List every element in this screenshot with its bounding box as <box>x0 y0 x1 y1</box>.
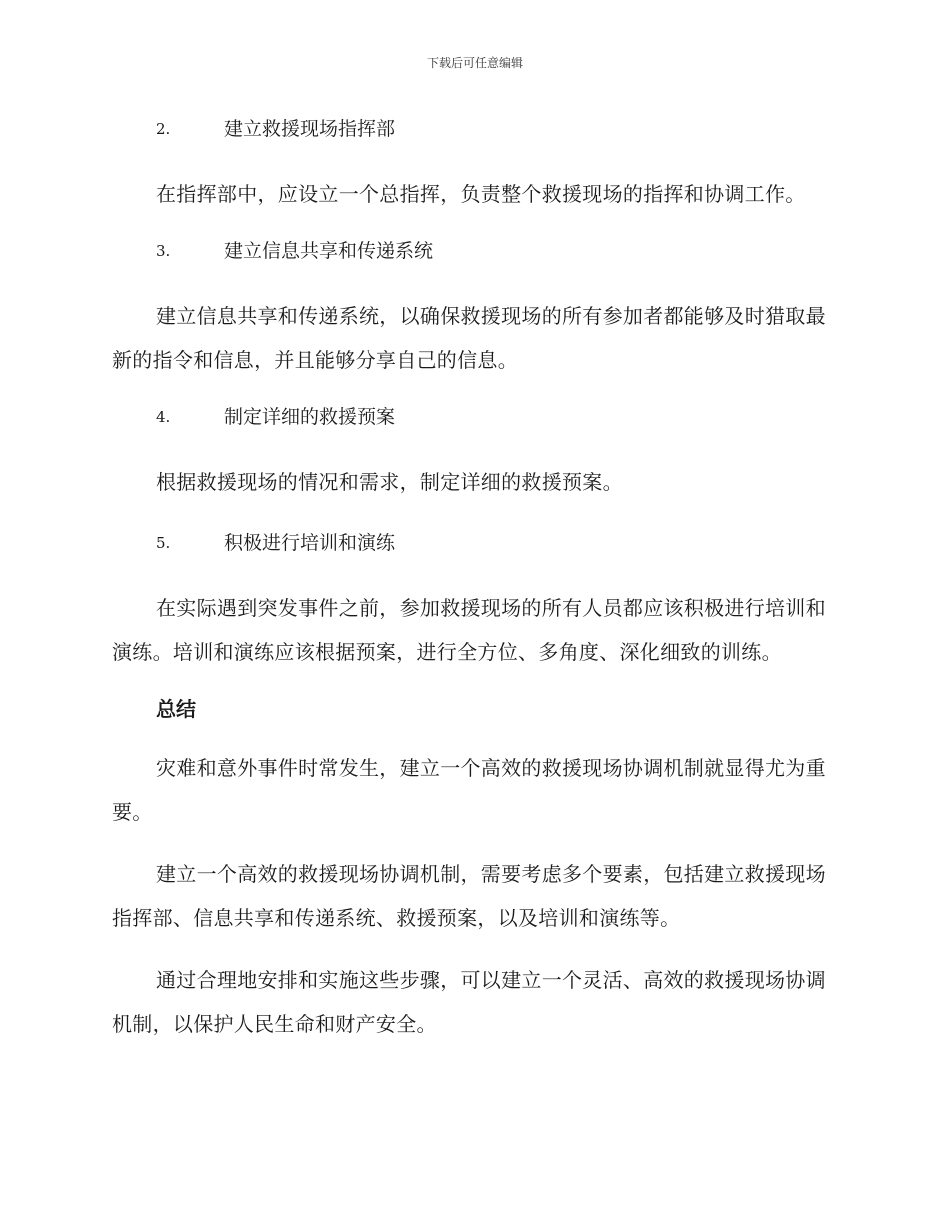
item-heading-2 <box>112 112 834 146</box>
item-title: 制定详细的救援预案 <box>224 406 396 428</box>
item-title: 积极进行培训和演练 <box>224 532 396 554</box>
item-heading-5 <box>112 526 834 560</box>
summary-paragraph-3: 通过合理地安排和实施这些步骤，可以建立一个灵活、高效的救援现场协调机制，以保护人民生命和财产安全。 <box>112 968 826 1036</box>
summary-title: 总结 <box>156 697 196 721</box>
item-number: 4. <box>156 408 171 426</box>
item-heading-3 <box>112 234 834 268</box>
item-body-2: 在指挥部中，应设立一个总指挥，负责整个救援现场的指挥和协调工作。 <box>156 182 806 206</box>
page-header: 下载后可任意编辑 <box>426 56 523 70</box>
item-body-4: 根据救援现场的情况和需求，制定详细的救援预案。 <box>156 470 623 494</box>
item-title: 建立救援现场指挥部 <box>224 118 396 140</box>
summary-paragraph-2: 建立一个高效的救援现场协调机制，需要考虑多个要素，包括建立救援现场指挥部、信息共享和传递系统、救援预案，以及培训和演练等。 <box>112 862 826 930</box>
item-title: 建立信息共享和传递系统 <box>224 240 434 262</box>
item-heading-4 <box>112 400 834 434</box>
item-number: 2. <box>156 120 171 138</box>
summary-paragraph-1: 灾难和意外事件时常发生，建立一个高效的救援现场协调机制就显得尤为重要。 <box>112 756 826 824</box>
item-body-5: 在实际遇到突发事件之前，参加救援现场的所有人员都应该积极进行培训和演练。培训和演练应该根据预案，进行全方位、多角度、深化细致的训练。 <box>112 596 826 664</box>
document-body <box>112 112 834 1064</box>
item-number: 3. <box>156 242 171 260</box>
item-body-3: 建立信息共享和传递系统，以确保救援现场的所有参加者都能够及时猎取最新的指令和信息，并且能够分享自己的信息。 <box>112 304 826 372</box>
item-number: 5. <box>156 534 171 552</box>
